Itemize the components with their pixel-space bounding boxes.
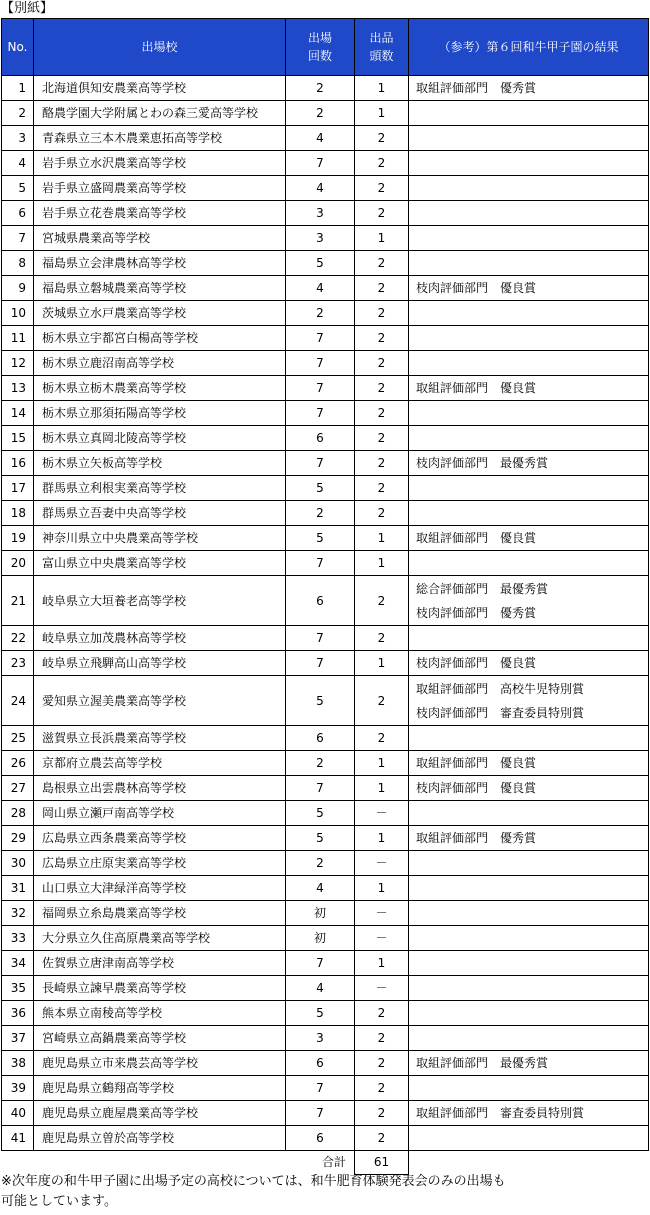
table-row <box>2 426 649 451</box>
appearance-count: 4 <box>286 176 355 201</box>
table-row <box>2 276 649 301</box>
cattle-count: 1 <box>355 651 409 676</box>
header-no: No. <box>2 19 34 76</box>
appearance-count: 2 <box>286 751 355 776</box>
table-header-row <box>2 19 649 76</box>
previous-result <box>409 651 649 676</box>
previous-result <box>409 201 649 226</box>
school-name: 佐賀県立唐津南高等学校 <box>34 951 286 976</box>
cattle-count: 2 <box>355 201 409 226</box>
table-row <box>2 576 649 626</box>
school-name: 青森県立三本木農業恵拓高等学校 <box>34 126 286 151</box>
table-row <box>2 776 649 801</box>
appearance-count: 7 <box>286 951 355 976</box>
table-row <box>2 76 649 101</box>
row-number: 33 <box>2 926 34 951</box>
cattle-count: 2 <box>355 476 409 501</box>
result-line: 取組評価部門 審査委員特別賞 <box>416 1106 585 1120</box>
school-name: 岡山県立瀬戸南高等学校 <box>34 801 286 826</box>
cattle-count: 2 <box>355 401 409 426</box>
table-row <box>2 126 649 151</box>
cattle-count: 2 <box>355 576 409 626</box>
school-name: 広島県立庄原実業高等学校 <box>34 851 286 876</box>
appearance-count: 2 <box>286 301 355 326</box>
appearance-count: 7 <box>286 551 355 576</box>
row-number: 13 <box>2 376 34 401</box>
header-count-line1: 出場 <box>307 31 332 45</box>
table-row <box>2 551 649 576</box>
previous-result <box>409 801 649 826</box>
previous-result <box>409 326 649 351</box>
school-name: 島根県立出雲農林高等学校 <box>34 776 286 801</box>
previous-result <box>409 76 649 101</box>
row-number: 38 <box>2 1051 34 1076</box>
row-number: 31 <box>2 876 34 901</box>
row-number: 19 <box>2 526 34 551</box>
previous-result <box>409 1101 649 1126</box>
row-number: 39 <box>2 1076 34 1101</box>
school-name: 岩手県立水沢農業高等学校 <box>34 151 286 176</box>
row-number: 32 <box>2 901 34 926</box>
school-name: 岐阜県立大垣養老高等学校 <box>34 576 286 626</box>
row-number: 12 <box>2 351 34 376</box>
header-result: （参考）第６回和牛甲子園の結果 <box>409 19 649 76</box>
school-name: 宮崎県立高鍋農業高等学校 <box>34 1026 286 1051</box>
school-name: 酪農学園大学附属とわの森三愛高等学校 <box>34 101 286 126</box>
previous-result <box>409 926 649 951</box>
cattle-count: 2 <box>355 301 409 326</box>
row-number: 28 <box>2 801 34 826</box>
previous-result <box>409 676 649 726</box>
cattle-count: 1 <box>355 76 409 101</box>
appearance-count: 3 <box>286 1026 355 1051</box>
result-line: 取組評価部門 優良賞 <box>416 531 537 545</box>
appearance-count: 6 <box>286 726 355 751</box>
previous-result <box>409 101 649 126</box>
table-row <box>2 826 649 851</box>
result-line: 取組評価部門 最優秀賞 <box>416 1056 549 1070</box>
table-row <box>2 501 649 526</box>
row-number: 4 <box>2 151 34 176</box>
appearance-count: 4 <box>286 126 355 151</box>
school-name: 岐阜県立飛騨高山高等学校 <box>34 651 286 676</box>
previous-result <box>409 576 649 626</box>
school-name: 広島県立西条農業高等学校 <box>34 826 286 851</box>
appearance-count: 7 <box>286 351 355 376</box>
appearance-count: 2 <box>286 851 355 876</box>
cattle-count: 2 <box>355 126 409 151</box>
appearance-count: 初 <box>286 901 355 926</box>
result-line: 取組評価部門 優良賞 <box>416 756 537 770</box>
row-number: 26 <box>2 751 34 776</box>
attachment-label: 【別紙】 <box>1 1 54 16</box>
table-row <box>2 851 649 876</box>
cattle-count: － <box>355 901 409 926</box>
school-name: 福島県立会津農林高等学校 <box>34 251 286 276</box>
previous-result <box>409 1076 649 1101</box>
previous-result <box>409 351 649 376</box>
cattle-count: 2 <box>355 501 409 526</box>
appearance-count: 4 <box>286 876 355 901</box>
row-number: 34 <box>2 951 34 976</box>
previous-result <box>409 451 649 476</box>
cattle-count: － <box>355 926 409 951</box>
result-line: 枝肉評価部門 優良賞 <box>416 656 537 670</box>
cattle-count: － <box>355 801 409 826</box>
row-number: 41 <box>2 1126 34 1151</box>
header-heads-line1: 出品 <box>369 31 394 45</box>
row-number: 16 <box>2 451 34 476</box>
table-row <box>2 1001 649 1026</box>
cattle-count: 1 <box>355 226 409 251</box>
row-number: 18 <box>2 501 34 526</box>
previous-result <box>409 301 649 326</box>
previous-result <box>409 626 649 651</box>
cattle-count: 2 <box>355 676 409 726</box>
school-name: 群馬県立利根実業高等学校 <box>34 476 286 501</box>
table-row <box>2 1076 649 1101</box>
cattle-count: 1 <box>355 951 409 976</box>
school-name: 熊本県立南稜高等学校 <box>34 1001 286 1026</box>
previous-result <box>409 426 649 451</box>
table-row <box>2 201 649 226</box>
cattle-count: 1 <box>355 876 409 901</box>
table-row <box>2 1126 649 1151</box>
row-number: 10 <box>2 301 34 326</box>
row-number: 20 <box>2 551 34 576</box>
schools-table <box>1 18 649 1175</box>
school-name: 神奈川県立中央農業高等学校 <box>34 526 286 551</box>
school-name: 栃木県立宇都宮白楊高等学校 <box>34 326 286 351</box>
school-name: 栃木県立真岡北陵高等学校 <box>34 426 286 451</box>
previous-result <box>409 126 649 151</box>
cattle-count: 1 <box>355 526 409 551</box>
school-name: 鹿児島県立鹿屋農業高等学校 <box>34 1101 286 1126</box>
result-line: 取組評価部門 優良賞 <box>416 381 537 395</box>
row-number: 17 <box>2 476 34 501</box>
table-row <box>2 976 649 1001</box>
cattle-count: 2 <box>355 1051 409 1076</box>
table-row <box>2 751 649 776</box>
header-heads-line2: 頭数 <box>369 49 394 63</box>
row-number: 24 <box>2 676 34 726</box>
cattle-count: 2 <box>355 1101 409 1126</box>
appearance-count: 7 <box>286 401 355 426</box>
appearance-count: 7 <box>286 1101 355 1126</box>
result-line: 枝肉評価部門 優良賞 <box>416 281 537 295</box>
row-number: 8 <box>2 251 34 276</box>
appearance-count: 6 <box>286 1126 355 1151</box>
appearance-count: 7 <box>286 451 355 476</box>
appearance-count: 2 <box>286 501 355 526</box>
school-name: 栃木県立矢板高等学校 <box>34 451 286 476</box>
cattle-count: 2 <box>355 276 409 301</box>
result-line: 総合評価部門 最優秀賞 <box>416 581 549 596</box>
table-row <box>2 651 649 676</box>
previous-result <box>409 751 649 776</box>
cattle-count: 2 <box>355 626 409 651</box>
school-name: 福岡県立糸島農業高等学校 <box>34 901 286 926</box>
previous-result <box>409 901 649 926</box>
cattle-count: 1 <box>355 101 409 126</box>
cattle-count: 1 <box>355 551 409 576</box>
appearance-count: 3 <box>286 226 355 251</box>
cattle-count: 2 <box>355 251 409 276</box>
previous-result <box>409 976 649 1001</box>
cattle-count: 2 <box>355 176 409 201</box>
table-row <box>2 401 649 426</box>
appearance-count: 7 <box>286 626 355 651</box>
footnote <box>1 1172 649 1212</box>
row-number: 3 <box>2 126 34 151</box>
table-row <box>2 801 649 826</box>
row-number: 36 <box>2 1001 34 1026</box>
previous-result <box>409 876 649 901</box>
school-name: 岩手県立盛岡農業高等学校 <box>34 176 286 201</box>
previous-result <box>409 951 649 976</box>
appearance-count: 5 <box>286 251 355 276</box>
appearance-count: 7 <box>286 651 355 676</box>
table-row <box>2 351 649 376</box>
previous-result <box>409 1051 649 1076</box>
appearance-count: 5 <box>286 526 355 551</box>
previous-result <box>409 526 649 551</box>
header-school: 出場校 <box>34 19 286 76</box>
result-line: 枝肉評価部門 審査委員特別賞 <box>416 705 585 720</box>
result-line: 枝肉評価部門 最優秀賞 <box>416 456 549 470</box>
school-name: 茨城県立水戸農業高等学校 <box>34 301 286 326</box>
school-name: 群馬県立吾妻中央高等学校 <box>34 501 286 526</box>
table-row <box>2 251 649 276</box>
previous-result <box>409 826 649 851</box>
cattle-count: 2 <box>355 1076 409 1101</box>
row-number: 23 <box>2 651 34 676</box>
row-number: 29 <box>2 826 34 851</box>
row-number: 7 <box>2 226 34 251</box>
cattle-count: 2 <box>355 1026 409 1051</box>
row-number: 1 <box>2 76 34 101</box>
cattle-count: 2 <box>355 451 409 476</box>
appearance-count: 5 <box>286 676 355 726</box>
school-name: 鹿児島県立曽於高等学校 <box>34 1126 286 1151</box>
school-name: 岐阜県立加茂農林高等学校 <box>34 626 286 651</box>
result-line: 枝肉評価部門 優良賞 <box>416 781 537 795</box>
cattle-count: － <box>355 976 409 1001</box>
previous-result <box>409 226 649 251</box>
table-row <box>2 676 649 726</box>
result-line: 枝肉評価部門 優秀賞 <box>416 605 537 620</box>
appearance-count: 2 <box>286 101 355 126</box>
previous-result <box>409 1001 649 1026</box>
cattle-count: 2 <box>355 1001 409 1026</box>
table-row <box>2 1051 649 1076</box>
previous-result <box>409 551 649 576</box>
previous-result <box>409 776 649 801</box>
table-row <box>2 626 649 651</box>
table-row <box>2 926 649 951</box>
previous-result <box>409 176 649 201</box>
previous-result <box>409 401 649 426</box>
school-name: 長崎県立諫早農業高等学校 <box>34 976 286 1001</box>
row-number: 30 <box>2 851 34 876</box>
table-row <box>2 451 649 476</box>
appearance-count: 7 <box>286 326 355 351</box>
result-line: 取組評価部門 高校牛児特別賞 <box>416 681 585 696</box>
row-number: 40 <box>2 1101 34 1126</box>
previous-result <box>409 501 649 526</box>
result-line: 取組評価部門 優秀賞 <box>416 831 537 845</box>
appearance-count: 6 <box>286 576 355 626</box>
appearance-count: 5 <box>286 476 355 501</box>
school-name: 福島県立磐城農業高等学校 <box>34 276 286 301</box>
row-number: 22 <box>2 626 34 651</box>
previous-result <box>409 476 649 501</box>
appearance-count: 7 <box>286 1076 355 1101</box>
row-number: 21 <box>2 576 34 626</box>
table-row <box>2 476 649 501</box>
appearance-count: 5 <box>286 826 355 851</box>
row-number: 25 <box>2 726 34 751</box>
previous-result <box>409 251 649 276</box>
footnote-line1: ※次年度の和牛甲子園に出場予定の高校については、和牛肥育体験発表会のみの出場も <box>1 1174 506 1189</box>
appearance-count: 3 <box>286 201 355 226</box>
cattle-count: 1 <box>355 751 409 776</box>
previous-result <box>409 1026 649 1051</box>
appearance-count: 6 <box>286 426 355 451</box>
total-value: 61 <box>355 1151 409 1175</box>
cattle-count: － <box>355 851 409 876</box>
school-name: 栃木県立鹿沼南高等学校 <box>34 351 286 376</box>
row-number: 14 <box>2 401 34 426</box>
row-number: 2 <box>2 101 34 126</box>
school-name: 栃木県立那須拓陽高等学校 <box>34 401 286 426</box>
row-number: 5 <box>2 176 34 201</box>
school-name: 岩手県立花巻農業高等学校 <box>34 201 286 226</box>
total-row <box>2 1151 649 1175</box>
footnote-line2: 可能としています。 <box>1 1194 117 1209</box>
previous-result <box>409 851 649 876</box>
school-name: 栃木県立栃木農業高等学校 <box>34 376 286 401</box>
row-number: 6 <box>2 201 34 226</box>
table-row <box>2 876 649 901</box>
school-name: 宮城県農業高等学校 <box>34 226 286 251</box>
cattle-count: 2 <box>355 326 409 351</box>
row-number: 11 <box>2 326 34 351</box>
row-number: 37 <box>2 1026 34 1051</box>
row-number: 35 <box>2 976 34 1001</box>
appearance-count: 6 <box>286 1051 355 1076</box>
school-name: 愛知県立渥美農業高等学校 <box>34 676 286 726</box>
table-row <box>2 326 649 351</box>
appearance-count: 5 <box>286 1001 355 1026</box>
row-number: 9 <box>2 276 34 301</box>
cattle-count: 2 <box>355 151 409 176</box>
previous-result <box>409 1126 649 1151</box>
appearance-count: 7 <box>286 376 355 401</box>
cattle-count: 1 <box>355 776 409 801</box>
table-row <box>2 951 649 976</box>
table-row <box>2 101 649 126</box>
cattle-count: 1 <box>355 826 409 851</box>
school-name: 北海道倶知安農業高等学校 <box>34 76 286 101</box>
table-row <box>2 226 649 251</box>
total-label: 合計 <box>321 1155 346 1170</box>
previous-result <box>409 376 649 401</box>
row-number: 15 <box>2 426 34 451</box>
table-row <box>2 301 649 326</box>
previous-result <box>409 151 649 176</box>
table-body <box>2 76 649 1151</box>
cattle-count: 2 <box>355 351 409 376</box>
result-line: 取組評価部門 優秀賞 <box>416 81 537 95</box>
school-name: 京都府立農芸高等学校 <box>34 751 286 776</box>
previous-result <box>409 276 649 301</box>
school-name: 山口県立大津緑洋高等学校 <box>34 876 286 901</box>
school-name: 鹿児島県立鶴翔高等学校 <box>34 1076 286 1101</box>
school-name: 鹿児島県立市来農芸高等学校 <box>34 1051 286 1076</box>
table-row <box>2 526 649 551</box>
header-cattle-count <box>355 19 409 76</box>
table-row <box>2 1101 649 1126</box>
table-row <box>2 151 649 176</box>
school-name: 滋賀県立長浜農業高等学校 <box>34 726 286 751</box>
cattle-count: 2 <box>355 1126 409 1151</box>
header-count-line2: 回数 <box>307 49 332 63</box>
header-appearance-count <box>286 19 355 76</box>
previous-result <box>409 726 649 751</box>
table-row <box>2 901 649 926</box>
appearance-count: 2 <box>286 76 355 101</box>
appearance-count: 初 <box>286 926 355 951</box>
appearance-count: 4 <box>286 276 355 301</box>
appearance-count: 4 <box>286 976 355 1001</box>
school-name: 大分県立久住高原農業高等学校 <box>34 926 286 951</box>
table-row <box>2 176 649 201</box>
school-name: 富山県立中央農業高等学校 <box>34 551 286 576</box>
appearance-count: 7 <box>286 151 355 176</box>
table-row <box>2 726 649 751</box>
cattle-count: 2 <box>355 376 409 401</box>
appearance-count: 7 <box>286 776 355 801</box>
appearance-count: 5 <box>286 801 355 826</box>
table-row <box>2 376 649 401</box>
table-row <box>2 1026 649 1051</box>
cattle-count: 2 <box>355 426 409 451</box>
row-number: 27 <box>2 776 34 801</box>
cattle-count: 2 <box>355 726 409 751</box>
